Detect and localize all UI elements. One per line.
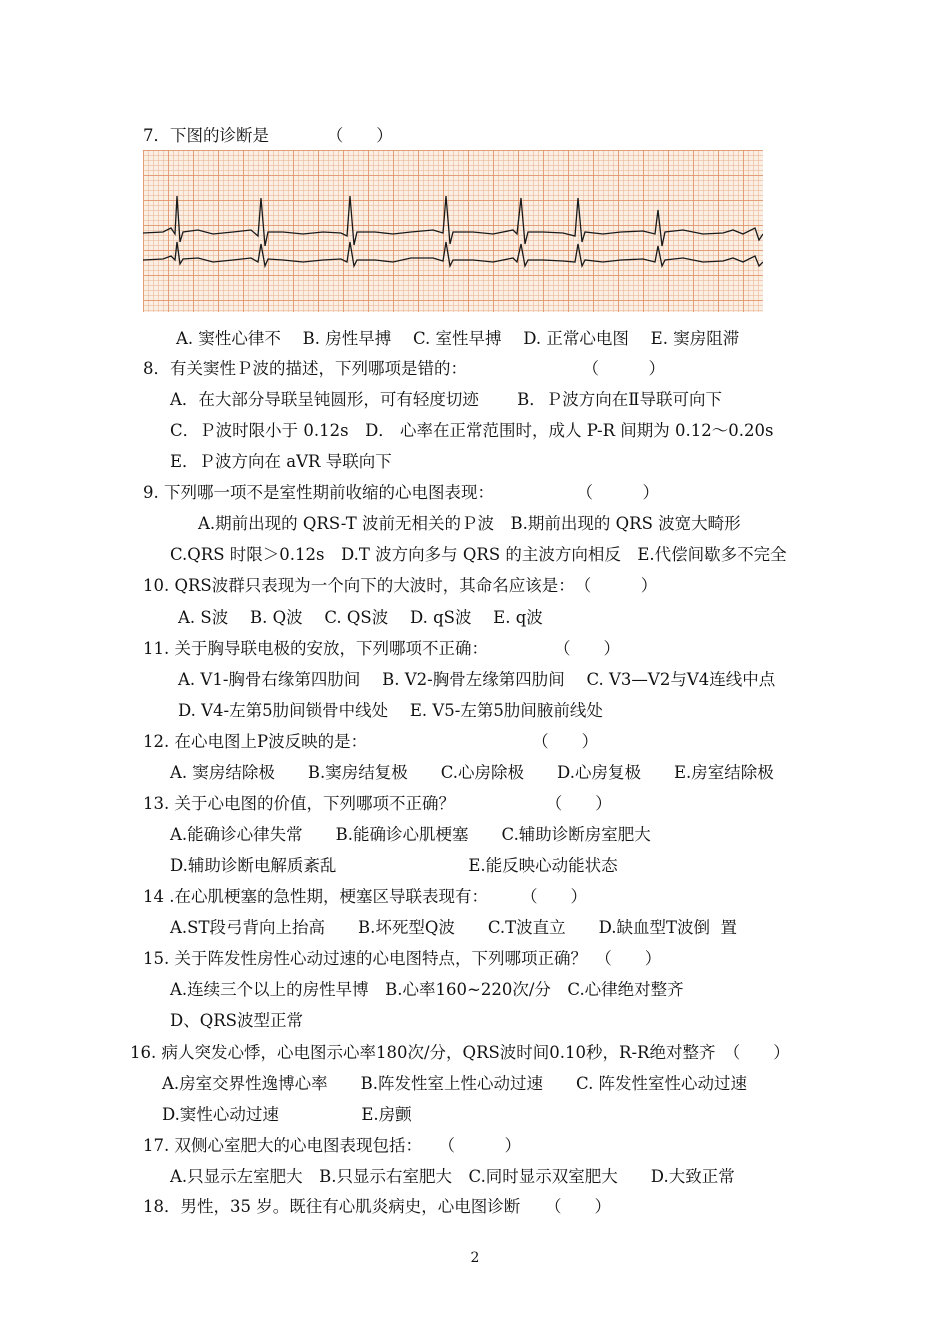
q14-stem: 14 .在心肌梗塞的急性期，梗塞区导联表现有： （ ）	[143, 887, 587, 906]
q14-options-line1: A.ST段弓背向上抬高 B.坏死型Q波 C.T波直立 D.缺血型T波倒 置	[170, 918, 738, 937]
ecg-trace-lead-1	[143, 196, 763, 246]
q10-options-line1: A. S波 B. Q波 C. QS波 D. qS波 E. q波	[178, 608, 543, 627]
q13-options-line1: A.能确诊心律失常 B.能确诊心肌梗塞 C.辅助诊断房室肥大	[170, 825, 651, 844]
page-number: 2	[470, 1250, 480, 1266]
q7-options: A. 窦性心律不 B. 房性早搏 C. 室性早搏 D. 正常心电图 E. 窦房阻滞	[176, 329, 740, 348]
q17-stem: 17. 双侧心室肥大的心电图表现包括： （ ）	[143, 1136, 521, 1155]
q10-stem: 10. QRS波群只表现为一个向下的大波时，其命名应该是： （ ）	[143, 576, 658, 595]
q8-options-line3: E．Ｐ波方向在 aVR 导联向下	[170, 452, 392, 471]
q8-options-line2: C．Ｐ波时限小于 0.12s D． 心率在正常范围时，成人 P-R 间期为 0.12～0.20s	[170, 421, 774, 440]
q15-options-line1: A.连续三个以上的房性早博 B.心率160~220次/分 C.心律绝对整齐	[170, 980, 684, 999]
ecg-strip-image	[143, 150, 763, 312]
q9-stem: 9. 下列哪一项不是室性期前收缩的心电图表现： （ ）	[143, 483, 659, 502]
q15-stem: 15. 关于阵发性房性心动过速的心电图特点，下列哪项正确？ （ ）	[143, 949, 662, 968]
q13-stem: 13. 关于心电图的价值，下列哪项不正确？ （ ）	[143, 794, 612, 813]
q15-options-line2: D、QRS波型正常	[170, 1011, 303, 1030]
ecg-trace-lead-2	[143, 242, 763, 266]
q12-options-line1: A. 窦房结除极 B.窦房结复极 C.心房除极 D.心房复极 E.房室结除极	[170, 763, 774, 782]
q17-options-line1: A.只显示左室肥大 B.只显示右室肥大 C.同时显示双室肥大 D.大致正常	[170, 1167, 735, 1186]
q11-options-line2: D. V4-左第5肋间锁骨中线处 E. V5-左第5肋间腋前线处	[178, 701, 603, 720]
q16-options-line1: A.房室交界性逸博心率 B.阵发性室上性心动过速 C. 阵发性室性心动过速	[162, 1074, 748, 1093]
q8-options-line1: A．在大部分导联呈钝圆形，可有轻度切迹 B．Ｐ波方向在Ⅱ导联可向下	[170, 390, 723, 409]
q16-options-line2: D.窦性心动过速 E.房颤	[162, 1105, 412, 1124]
q7-stem: 7．下图的诊断是 （ ）	[143, 126, 393, 145]
q9-options-line1: A.期前出现的 QRS-T 波前无相关的Ｐ波 B.期前出现的 QRS 波宽大畸形	[198, 514, 741, 533]
q9-options-line2: C.QRS 时限＞0.12s D.T 波方向多与 QRS 的主波方向相反 E.代偿间歇多不完全	[170, 545, 787, 564]
q18-stem: 18．男性，35 岁。既往有心肌炎病史，心电图诊断 （ ）	[143, 1197, 611, 1216]
q11-stem: 11. 关于胸导联电极的安放，下列哪项不正确： （ ）	[143, 639, 620, 658]
q8-stem: 8．有关窦性Ｐ波的描述，下列哪项是错的： （ ）	[143, 359, 665, 378]
q16-stem: 16. 病人突发心悸，心电图示心率180次/分，QRS波时间0.10秒，R-R绝对整齐 （ ）	[130, 1043, 790, 1062]
q12-stem: 12. 在心电图上P波反映的是： （ ）	[143, 732, 599, 751]
q11-options-line1: A. V1-胸骨右缘第四肋间 B. V2-胸骨左缘第四肋间 C. V3—V2与V4连线中点	[178, 670, 776, 689]
q13-options-line2: D.辅助诊断电解质紊乱 E.能反映心动能状态	[170, 856, 618, 875]
